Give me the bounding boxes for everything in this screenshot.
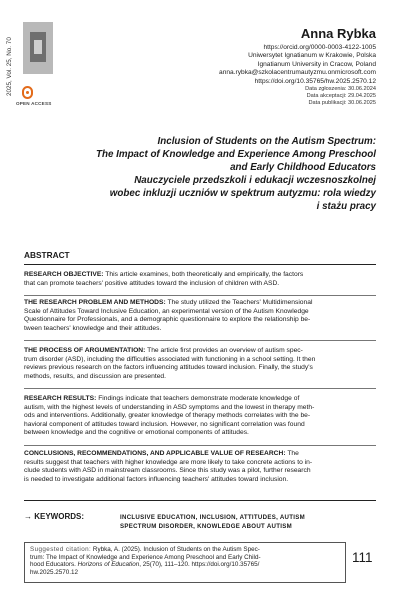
section-label: RESEARCH OBJECTIVE: [24, 271, 104, 278]
abstract-heading: ABSTRACT [24, 250, 70, 260]
divider [24, 500, 376, 501]
title-line-polish: i stażu pracy [316, 201, 376, 212]
publication-dates [176, 86, 376, 108]
page-number: 111 [352, 550, 373, 565]
section-research-objective: RESEARCH OBJECTIVE: This article examines, both theoretically and empirically, the factors that can promote teachers' positive attitudes toward the inclusion of children with ASD. [24, 271, 304, 287]
section-label: CONCLUSIONS, RECOMMENDATIONS, AND APPLICABLE VALUE OF RESEARCH: [24, 450, 286, 457]
section-research-results: RESEARCH RESULTS: Findings indicate that teachers demonstrate moderate knowledge of autism, with the highest levels of understanding in ASD symptoms and the lowest in therapy meth- ods and interventions. Additionally, greater knowledge of therapy methods correlates with the be- havioral component of attitudes toward inclusion. However, no significant correlation was found between knowledge and the cognitive or emotional components of attitudes. [24, 395, 315, 437]
section-label: RESEARCH RESULTS: [24, 395, 97, 402]
divider [24, 445, 376, 446]
section-label: THE RESEARCH PROBLEM AND METHODS: [24, 299, 166, 306]
email-link[interactable]: anna.rybka@szkolacentrumautyzmu.onmicrosoft.com [219, 69, 376, 77]
journal-name: Horizons of Education [77, 561, 140, 569]
section-research-problem: THE RESEARCH PROBLEM AND METHODS: The study utilized the Teachers' Multidimensional Scale of Attitudes Toward Inclusive Education, an experimental version of the Autism Knowledge Questionnaire for Professionals, and a demographic questionnaire to explore the relationship be- tween teachers' knowledge and their attitudes. [24, 299, 313, 332]
date-published: Data publikacji: 30.06.2025 [308, 100, 376, 107]
title-line: The Impact of Knowledge and Experience Among Preschool [96, 149, 376, 160]
affiliation-polish: Uniwersytet Ignatianum w Krakowie, Polska [248, 52, 376, 60]
date-submitted: Data zgłoszenia: 30.06.2024 [305, 86, 376, 92]
title-line-polish: Nauczyciele przedszkoli i edukacji wczesnoszkolnej [134, 175, 376, 186]
journal-issue-text: 2025, Vol. 25, No. 70 [6, 37, 13, 96]
open-access-lock-icon [22, 86, 33, 99]
section-label: THE PROCESS OF ARGUMENTATION: [24, 347, 146, 354]
doi-link[interactable]: https://doi.org/10.35765/hw.2025.2570.12 [254, 77, 376, 85]
keywords-list: INCLUSIVE EDUCATION, INCLUSION, ATTITUDES, AUTISM SPECTRUM DISORDER, KNOWLEDGE ABOUT AUTISM [120, 514, 305, 530]
affiliation-english: Ignatianum University in Cracow, Poland [257, 60, 376, 68]
title-line-polish: wobec inkluzji uczniów w spektrum autyzmu: rola wiedzy [109, 188, 376, 199]
citation-doi[interactable]: hw.2025.2570.12 [30, 568, 78, 576]
title-line: Inclusion of Students on the Autism Spectrum: [157, 136, 376, 147]
suggested-citation-box: Suggested citation: Rybka, A. (2025). Inclusion of Students on the Autism Spec- trum: The Impact of Knowledge and Experience Among Preschool and Early Child- hood Educators. Horizons of Education, 25(70), 111–120. https://doi.org/10.35765/ hw.2025.2570.12 [24, 542, 346, 583]
citation-label: Suggested citation: [30, 546, 92, 553]
author-details [116, 44, 376, 86]
author-name: Anna Rybka [300, 26, 376, 41]
title-line: and Early Childhood Educators [230, 162, 376, 173]
divider [24, 340, 376, 341]
section-conclusions: CONCLUSIONS, RECOMMENDATIONS, AND APPLICABLE VALUE OF RESEARCH: The results suggest that teachers with higher knowledge are more likely to take concrete actions to in- clude students with ASD in mainstream classrooms. Since this study was a pilot, further research is needed to investigate additional factors influencing teachers' attitudes toward inclusion. [24, 450, 313, 483]
date-accepted: Data akceptacji: 29.04.2025 [306, 93, 376, 100]
open-access-label: OPEN ACCESS [16, 101, 52, 106]
divider [24, 264, 376, 265]
divider [24, 388, 376, 389]
open-access-badge [16, 86, 52, 106]
journal-issue-vertical [8, 22, 18, 96]
orcid-link[interactable]: https://orcid.org/0000-0003-4122-1005 [263, 44, 376, 51]
keywords-heading: → KEYWORDS: [24, 512, 84, 521]
divider [24, 295, 376, 296]
section-argumentation: THE PROCESS OF ARGUMENTATION: The article first provides an overview of autism spec- trum disorder (ASD), including the difficulties associated with functioning in a school setting. It then reviews previous research on the factors influencing attitudes toward inclusion. Finally, the study's methods, results, and discussion are presented. [24, 347, 316, 380]
journal-cover-thumbnail [23, 22, 53, 74]
article-title [40, 135, 376, 213]
